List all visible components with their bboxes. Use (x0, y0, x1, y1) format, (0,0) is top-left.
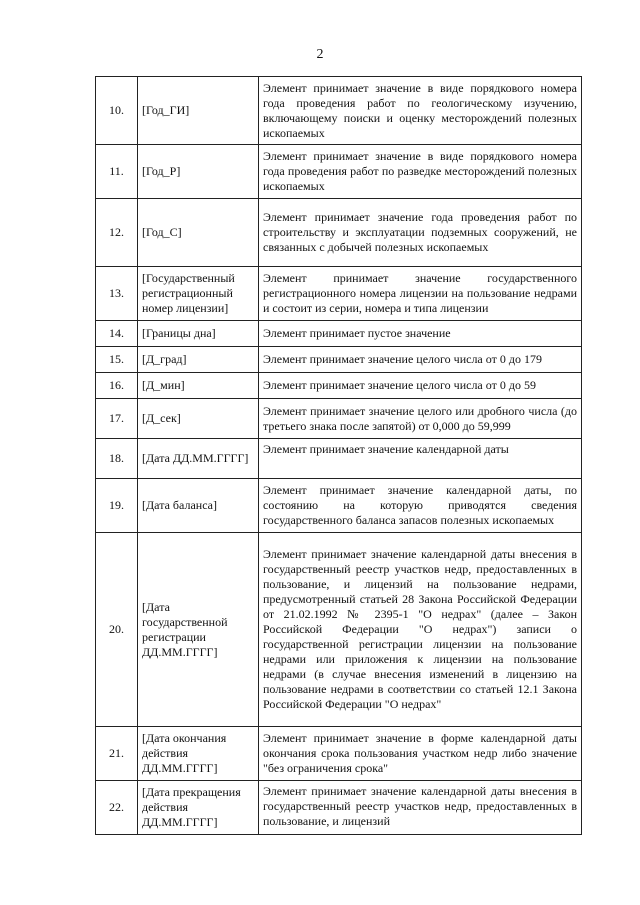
element-name: [Д_град] (138, 347, 259, 373)
table-row (96, 781, 582, 835)
table-row (96, 321, 582, 347)
table-row (96, 399, 582, 439)
row-number: 10. (96, 77, 138, 145)
element-name: [Дата государственной регистрации ДД.ММ.ГГГГ] (138, 533, 259, 727)
element-description: Элемент принимает значение целого или дробного числа (до третьего знака после запятой) от 0,000 до 59,999 (259, 399, 582, 439)
element-name: [Дата ДД.ММ.ГГГГ] (138, 439, 259, 479)
page-number: 2 (316, 47, 324, 62)
element-name: [Год_ГИ] (138, 77, 259, 145)
row-number: 21. (96, 727, 138, 781)
element-name: [Дата окончания действия ДД.ММ.ГГГГ] (138, 727, 259, 781)
element-description: Элемент принимает значение целого числа от 0 до 59 (259, 373, 582, 399)
element-description: Элемент принимает значение календарной даты, по состоянию на которую приводятся сведения государственного баланса запасов полезных ископаемых (259, 479, 582, 533)
table-row (96, 199, 582, 267)
element-description: Элемент принимает значение календарной даты внесения в государственный реестр участков недр, предоставленных в пользование, и лицензий на пользование недрами, предусмотренный статьей 28 Закона Российской Федерации от 21.02.1992 № 2395-1 "О недрах" (далее – Закон Российской Федерации "О недрах") записи о государственной регистрации лицензии на пользование недрами или приложения к лицензии на пользование недрами (в случае внесения изменений в лицензию на пользование недрами в соответствии со статьей 12.1 Закона Российской Федерации "О недрах" (259, 533, 582, 727)
table-row (96, 347, 582, 373)
row-number: 22. (96, 781, 138, 835)
element-description: Элемент принимает значение календарной даты внесения в государственный реестр участков недр, предоставленных в пользование, и лицензий (259, 781, 582, 835)
table-row (96, 533, 582, 727)
element-description: Элемент принимает значение в виде порядкового номера года проведения работ по геологическому изучению, включающему поиски и оценку месторождений полезных ископаемых (259, 77, 582, 145)
row-number: 11. (96, 145, 138, 199)
element-description: Элемент принимает значение календарной даты (259, 439, 582, 479)
row-number: 14. (96, 321, 138, 347)
element-description: Элемент принимает значение государственного регистрационного номера лицензии на пользование недрами и состоит из серии, номера и типа лицензии (259, 267, 582, 321)
element-description: Элемент принимает значение года проведения работ по строительству и эксплуатации подземных сооружений, не связанных с добычей полезных ископаемых (259, 199, 582, 267)
element-name: [Дата прекращения действия ДД.ММ.ГГГГ] (138, 781, 259, 835)
element-description: Элемент принимает значение целого числа от 0 до 179 (259, 347, 582, 373)
definitions-table (95, 76, 582, 835)
element-description: Элемент принимает значение в форме календарной даты окончания срока пользования участком недр либо значение "без ограничения срока" (259, 727, 582, 781)
row-number: 16. (96, 373, 138, 399)
table-row (96, 267, 582, 321)
element-description: Элемент принимает пустое значение (259, 321, 582, 347)
row-number: 17. (96, 399, 138, 439)
table-row (96, 145, 582, 199)
table-row (96, 373, 582, 399)
element-name: [Год_С] (138, 199, 259, 267)
element-description: Элемент принимает значение в виде порядкового номера года проведения работ по разведке месторождений полезных ископаемых (259, 145, 582, 199)
element-name: [Год_Р] (138, 145, 259, 199)
table-row (96, 479, 582, 533)
table-row (96, 77, 582, 145)
row-number: 12. (96, 199, 138, 267)
table-row (96, 727, 582, 781)
element-name: [Границы дна] (138, 321, 259, 347)
row-number: 19. (96, 479, 138, 533)
element-name: [Государственный регистрационный номер лицензии] (138, 267, 259, 321)
row-number: 15. (96, 347, 138, 373)
row-number: 18. (96, 439, 138, 479)
element-name: [Дата баланса] (138, 479, 259, 533)
table-row (96, 439, 582, 479)
element-name: [Д_сек] (138, 399, 259, 439)
row-number: 20. (96, 533, 138, 727)
row-number: 13. (96, 267, 138, 321)
element-name: [Д_мин] (138, 373, 259, 399)
